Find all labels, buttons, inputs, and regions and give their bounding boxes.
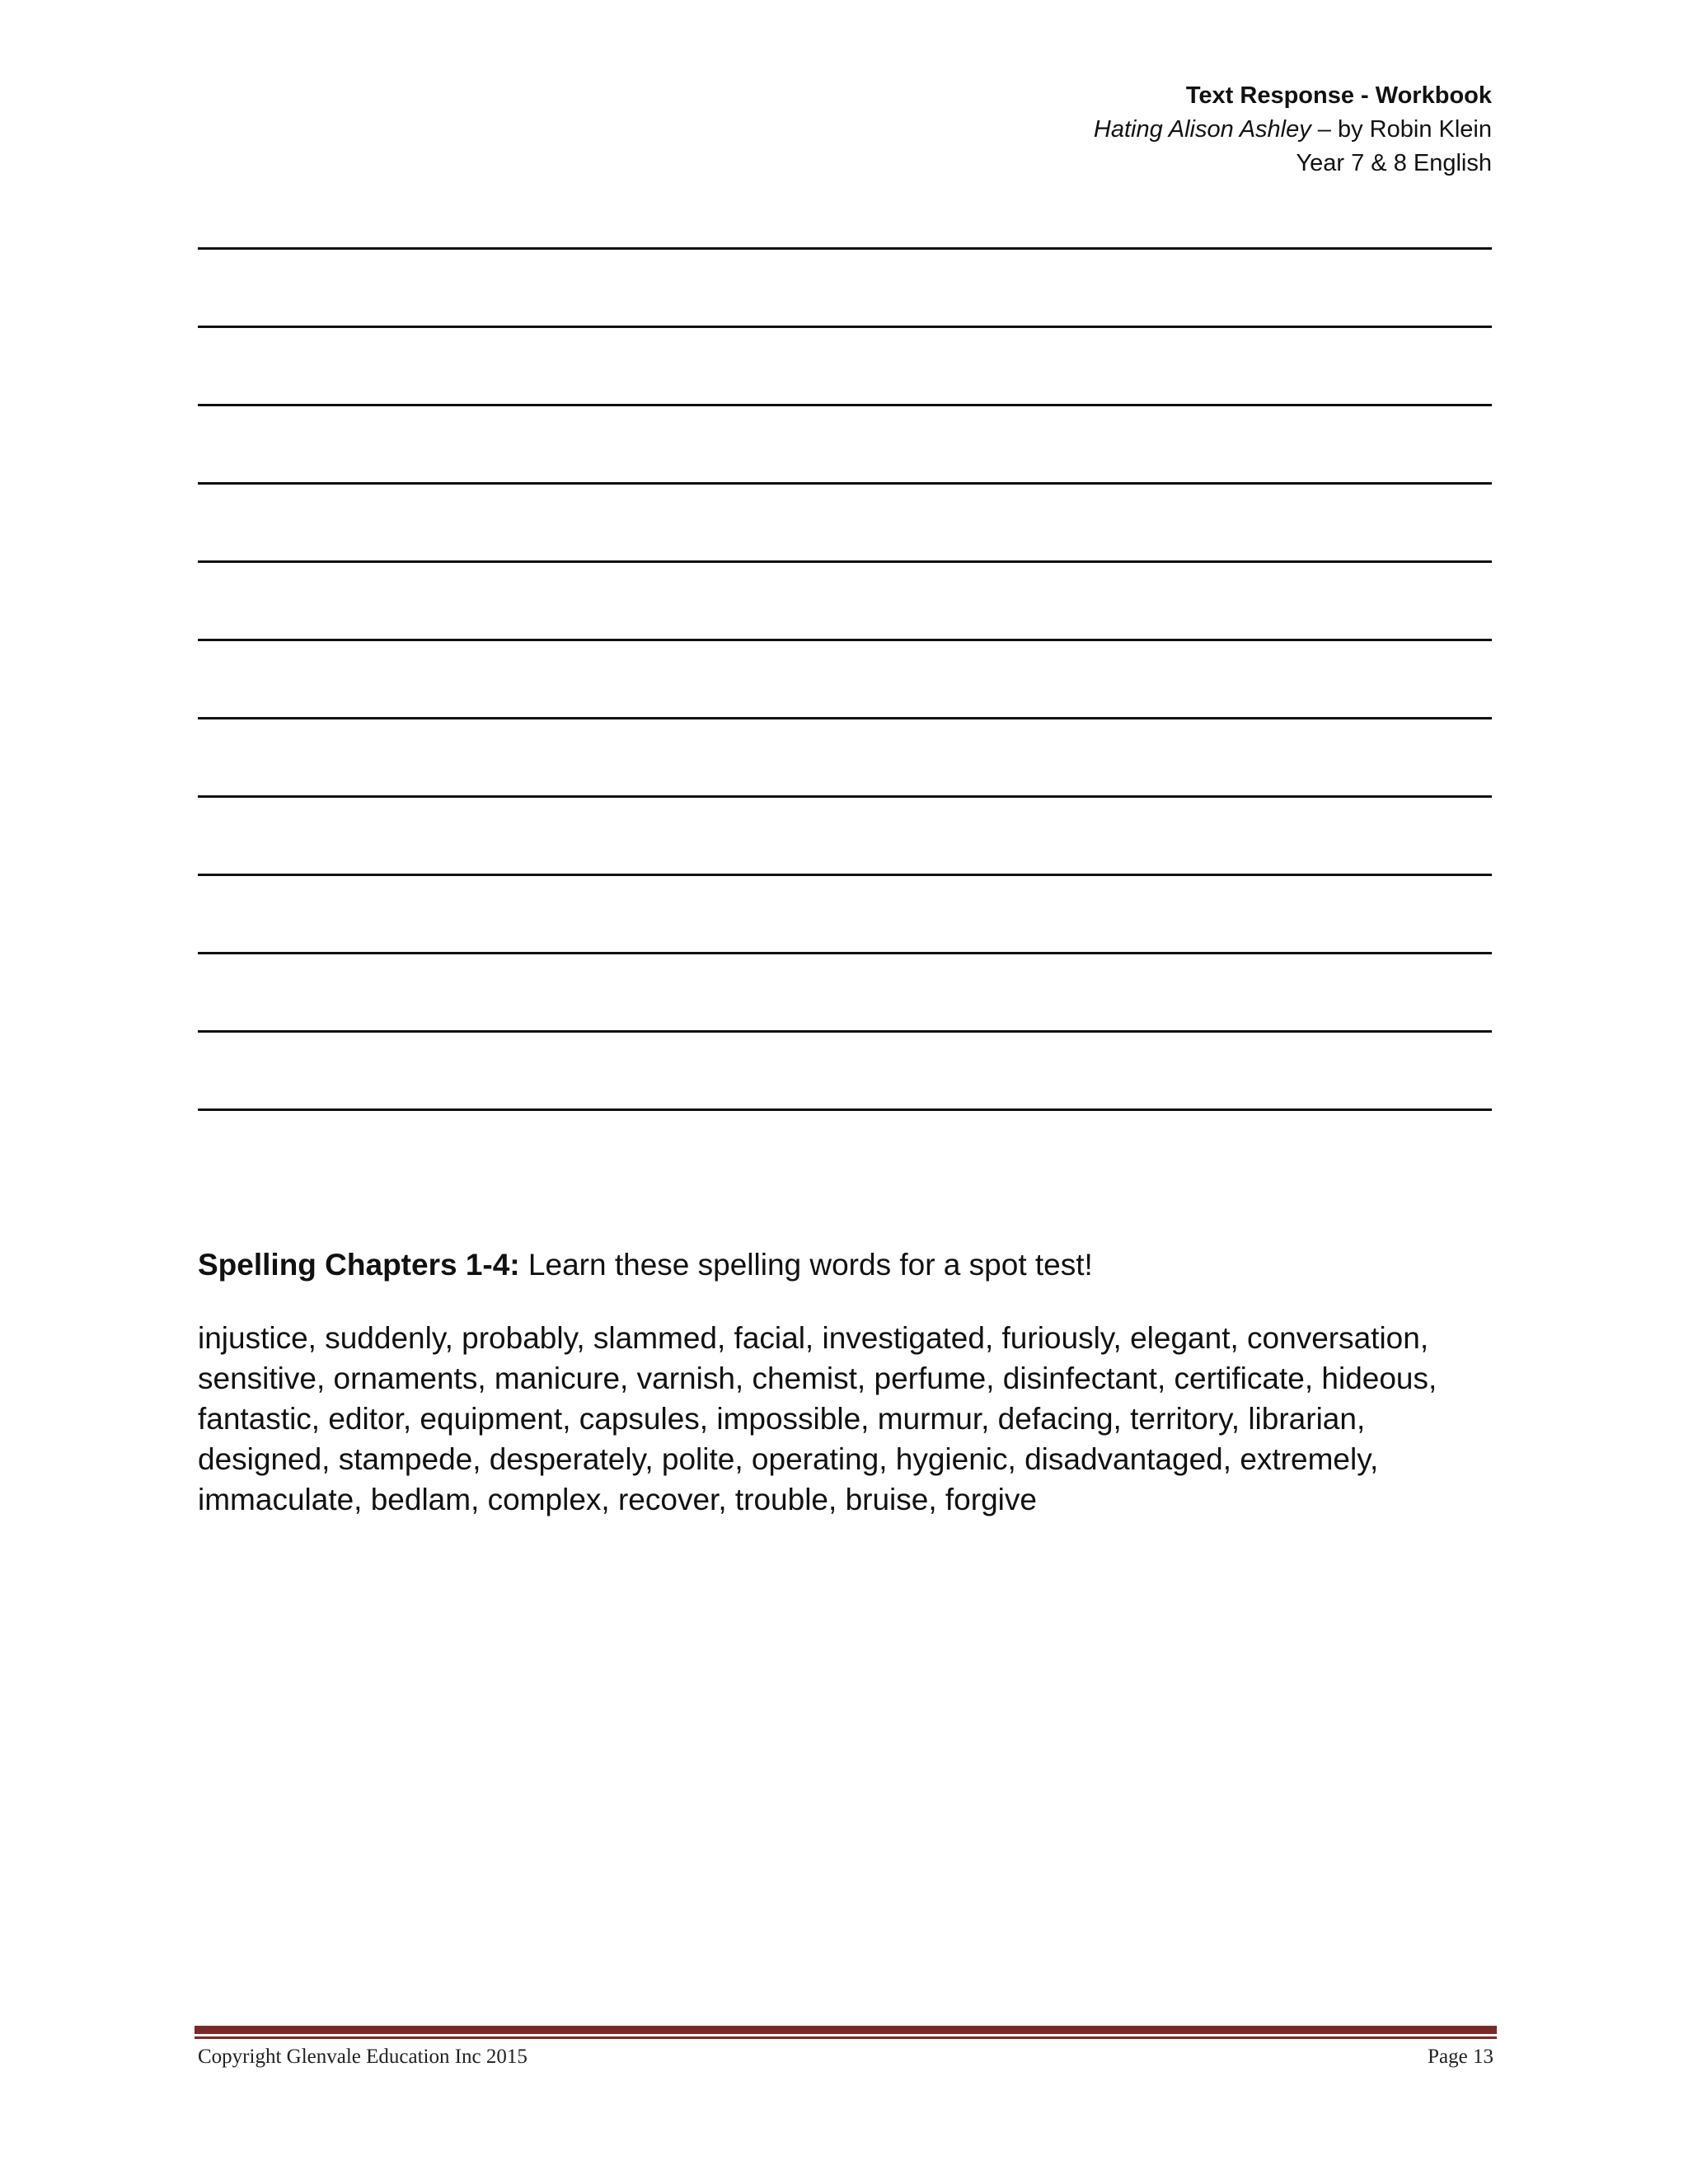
spelling-word-list: [198, 1318, 1533, 1520]
workbook-title: Text Response - Workbook: [1185, 82, 1492, 109]
footer-rule: [195, 2026, 1497, 2034]
copyright-notice: Copyright Glenvale Education Inc 2015: [198, 2046, 528, 2068]
page-number: Page 13: [1428, 2046, 1493, 2068]
author-byline: – by Robin Klein: [1311, 116, 1492, 143]
page-header: [750, 79, 1492, 180]
answer-line: [198, 1033, 1492, 1111]
answer-line: [198, 876, 1492, 954]
spelling-heading-label: Spelling Chapters 1-4:: [198, 1248, 520, 1282]
answer-line: [198, 563, 1492, 641]
answer-lines: [198, 247, 1492, 1111]
spelling-section: [198, 1244, 1533, 1520]
answer-line: [198, 798, 1492, 876]
answer-line: [198, 719, 1492, 798]
book-subtitle: [750, 113, 1492, 147]
answer-line: [198, 485, 1492, 563]
word-list-line: sensitive, ornaments, manicure, varnish, chemist, perfume, disinfectant, certificate, hideous,: [198, 1361, 1437, 1395]
spelling-instruction: Learn these spelling words for a spot test!: [519, 1248, 1093, 1282]
word-list-line: designed, stampede, desperately, polite, operating, hygienic, disadvantaged, extremely,: [198, 1442, 1379, 1476]
page-footer: [198, 2042, 1493, 2072]
answer-line: [198, 954, 1492, 1033]
answer-line: [198, 641, 1492, 719]
answer-line: [198, 406, 1492, 485]
word-list-line: injustice, suddenly, probably, slammed, facial, investigated, furiously, elegant, conversation,: [198, 1321, 1429, 1355]
answer-line: [198, 250, 1492, 328]
book-title: Hating Alison Ashley: [1093, 116, 1311, 143]
spelling-heading: [198, 1244, 1533, 1285]
word-list-line: fantastic, editor, equipment, capsules, impossible, murmur, defacing, territory, librarian,: [198, 1402, 1366, 1436]
word-list-line: immaculate, bedlam, complex, recover, trouble, bruise, forgive: [198, 1483, 1037, 1516]
course-label: Year 7 & 8 English: [1296, 150, 1492, 176]
answer-line: [198, 328, 1492, 406]
